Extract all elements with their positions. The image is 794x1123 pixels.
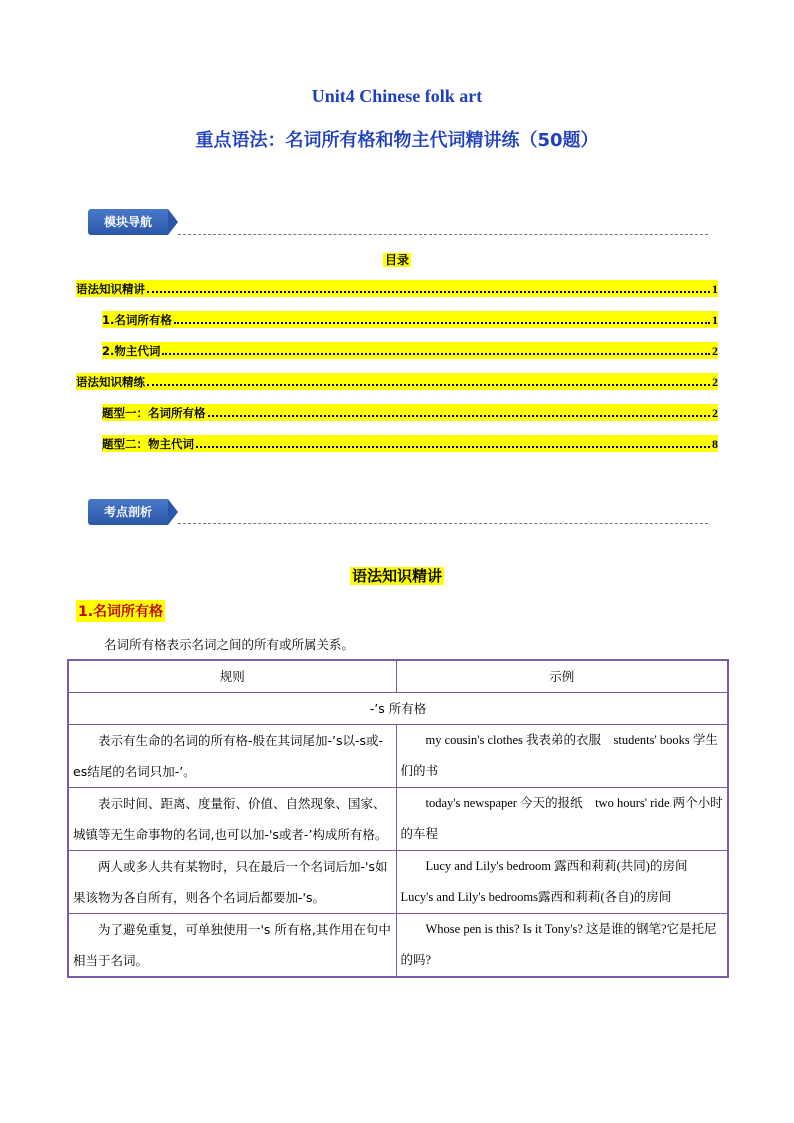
rule-cell: 为了避免重复，可单独使用一's 所有格,其作用在句中相当于名词。 [68, 914, 396, 978]
table-row [68, 788, 728, 851]
toc-entry[interactable]: 语法知识精练 2 [76, 375, 718, 389]
toc-entry[interactable]: 1.名词所有格 1 [102, 313, 718, 327]
section-heading: 语法知识精讲 [351, 567, 442, 585]
toc-title: 目录 [384, 253, 409, 267]
module-analysis-tab: 考点剖析 [88, 499, 168, 525]
example-cell: Whose pen is this? Is it Tony's? 这是谁的钢笔?它是托尼的吗? [396, 914, 728, 978]
table-group-row [68, 693, 728, 725]
header-example: 示例 [396, 660, 728, 693]
rule-cell: 表示时间、距离、度量衔、价值、自然现象、国家、城镇等无生命事物的名词,也可以加-'s或者-’构成所有格。 [68, 788, 396, 851]
module-analysis-divider [178, 523, 708, 524]
title-chinese: 重点语法：名词所有格和物主代词精讲练（50题） [195, 130, 599, 151]
rule-cell: 两人或多人共有某物时，只在最后一个名词后加-'s如果该物为各自所有，则各个名词后都要加-'s。 [68, 851, 396, 914]
toc-entry[interactable]: 题型二：物主代词 8 [102, 437, 718, 451]
table-row [68, 725, 728, 788]
intro-text: 名词所有格表示名词之间的所有或所属关系。 [104, 637, 355, 652]
grammar-rules-table [67, 659, 729, 978]
example-cell: my cousin's clothes 我表弟的衣服 students' books 学生们的书 [396, 725, 728, 788]
table-row [68, 914, 728, 978]
example-cell: today's newspaper 今天的报纸 two hours' ride 两个小时的车程 [396, 788, 728, 851]
toc-entry[interactable]: 语法知识精讲 1 [76, 282, 718, 296]
table-header-row [68, 660, 728, 693]
module-nav-divider [178, 234, 708, 235]
group-label: -’s 所有格 [68, 693, 728, 725]
module-nav-tab: 模块导航 [88, 209, 168, 235]
title-english: Unit4 Chinese folk art [311, 86, 483, 106]
rule-cell: 表示有生命的名词的所有格-般在其词尾加-’s以-s或-es结尾的名词只加-’。 [68, 725, 396, 788]
example-cell: Lucy and Lily's bedroom 露西和莉莉(共同)的房间 Lucy's and Lily's bedrooms露西和莉莉(各自)的房间 [396, 851, 728, 914]
header-rule: 规则 [68, 660, 396, 693]
table-row [68, 851, 728, 914]
toc-entry[interactable]: 题型一：名词所有格 2 [102, 406, 718, 420]
toc-entry[interactable]: 2.物主代词 2 [102, 344, 718, 358]
sub-heading: 1.名词所有格 [76, 600, 165, 622]
